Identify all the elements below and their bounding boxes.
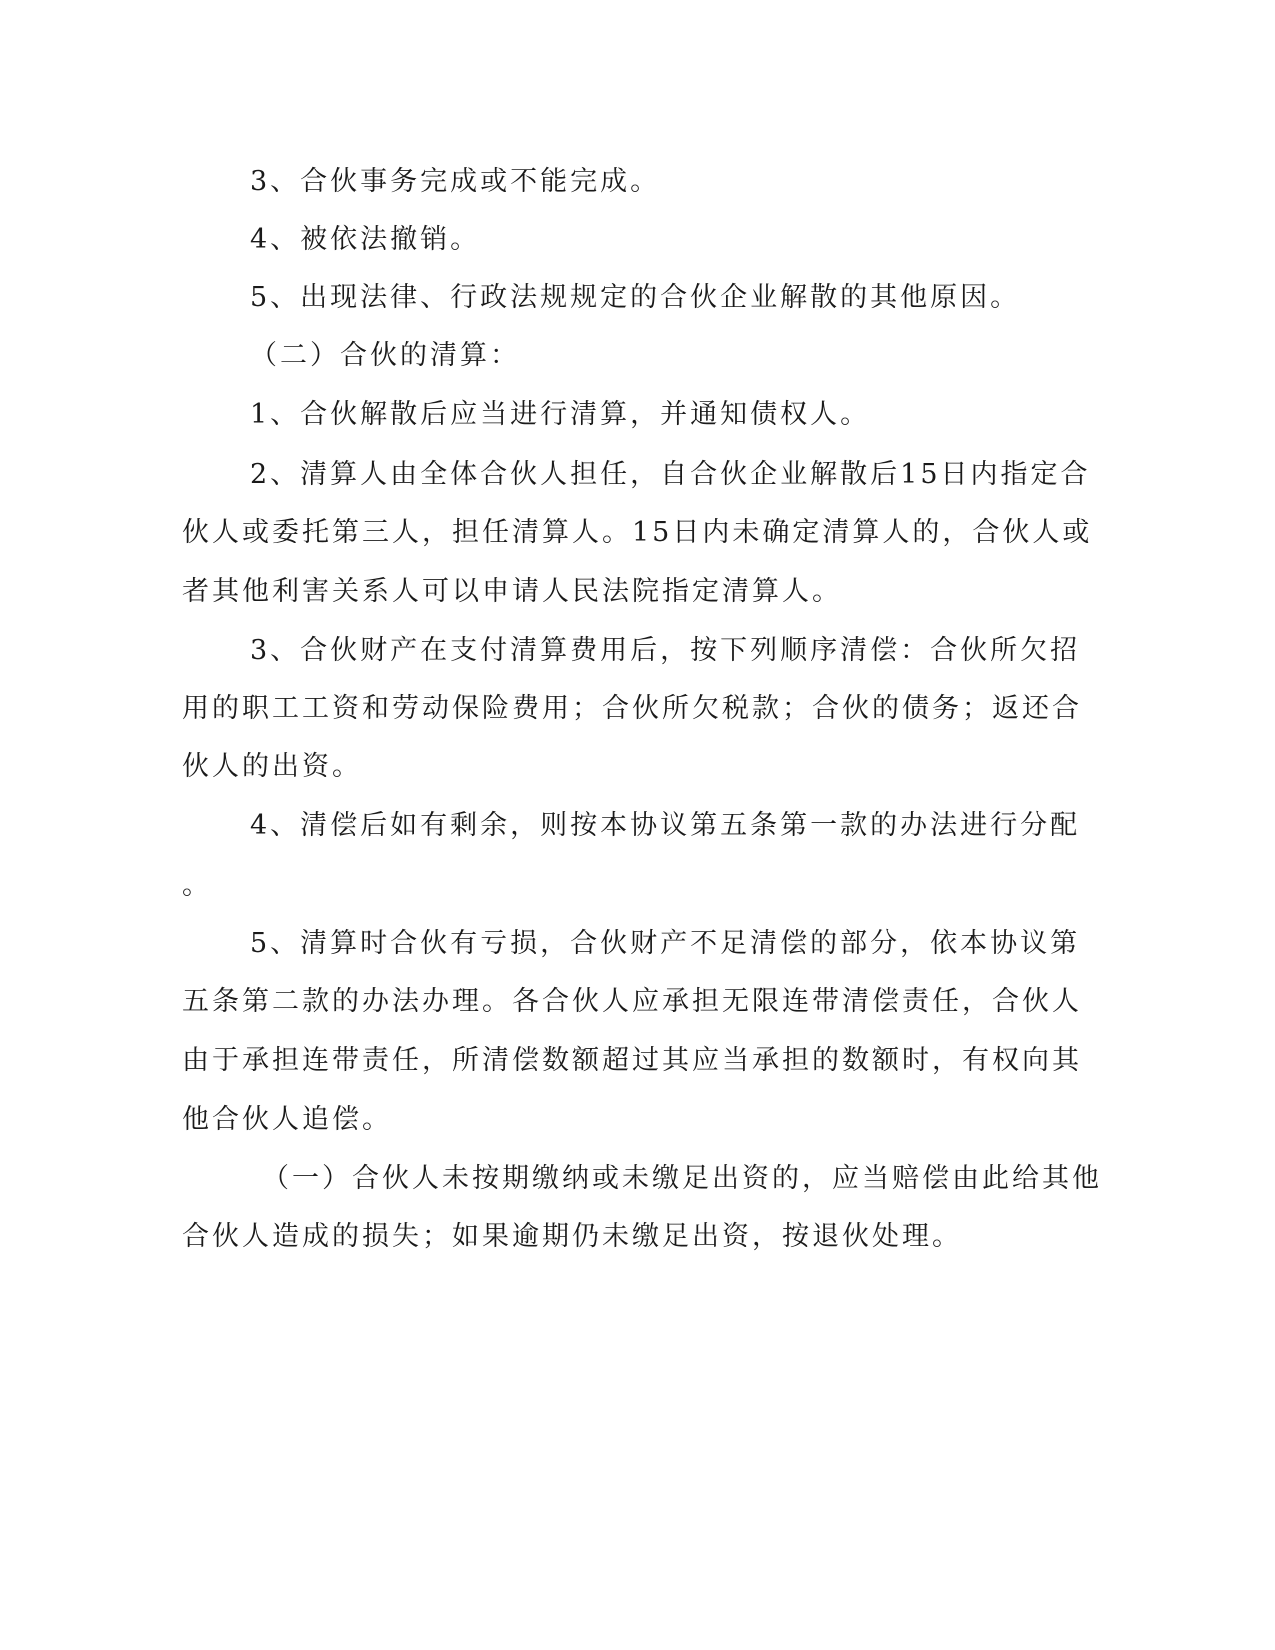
- text-line: 者其他利害关系人可以申请人民法院指定清算人。: [182, 576, 842, 607]
- text-line: 他合伙人追偿。: [182, 1104, 392, 1135]
- text-line: 五条第二款的办法办理。各合伙人应承担无限连带清偿责任，合伙人: [182, 986, 1082, 1017]
- text-line: 5、出现法律、行政法规规定的合伙企业解散的其他原因。: [250, 282, 1021, 313]
- text-line: 4、清偿后如有剩余，则按本协议第五条第一款的办法进行分配: [250, 810, 1081, 841]
- text-line: 用的职工工资和劳动保险费用；合伙所欠税款；合伙的债务；返还合: [182, 693, 1082, 724]
- text-line: 2、清算人由全体合伙人担任，自合伙企业解散后15日内指定合: [250, 459, 1091, 490]
- text-line: 伙人或委托第三人，担任清算人。15日内未确定清算人的，合伙人或: [182, 517, 1093, 548]
- text-line: 。: [182, 870, 212, 901]
- text-line: 5、清算时合伙有亏损，合伙财产不足清偿的部分，依本协议第: [250, 928, 1081, 959]
- text-line: 3、合伙财产在支付清算费用后，按下列顺序清偿：合伙所欠招: [250, 635, 1081, 666]
- text-line: 3、合伙事务完成或不能完成。: [250, 166, 661, 197]
- text-line: 4、被依法撤销。: [250, 224, 481, 255]
- text-line: 伙人的出资。: [182, 751, 362, 782]
- text-line: 由于承担连带责任，所清偿数额超过其应当承担的数额时，有权向其: [182, 1045, 1082, 1076]
- text-line: 1、合伙解散后应当进行清算，并通知债权人。: [250, 399, 871, 430]
- text-line: 合伙人造成的损失；如果逾期仍未缴足出资，按退伙处理。: [182, 1221, 962, 1252]
- section-heading: （二）合伙的清算：: [250, 340, 520, 371]
- text-line: （一）合伙人未按期缴纳或未缴足出资的，应当赔偿由此给其他: [262, 1163, 1102, 1194]
